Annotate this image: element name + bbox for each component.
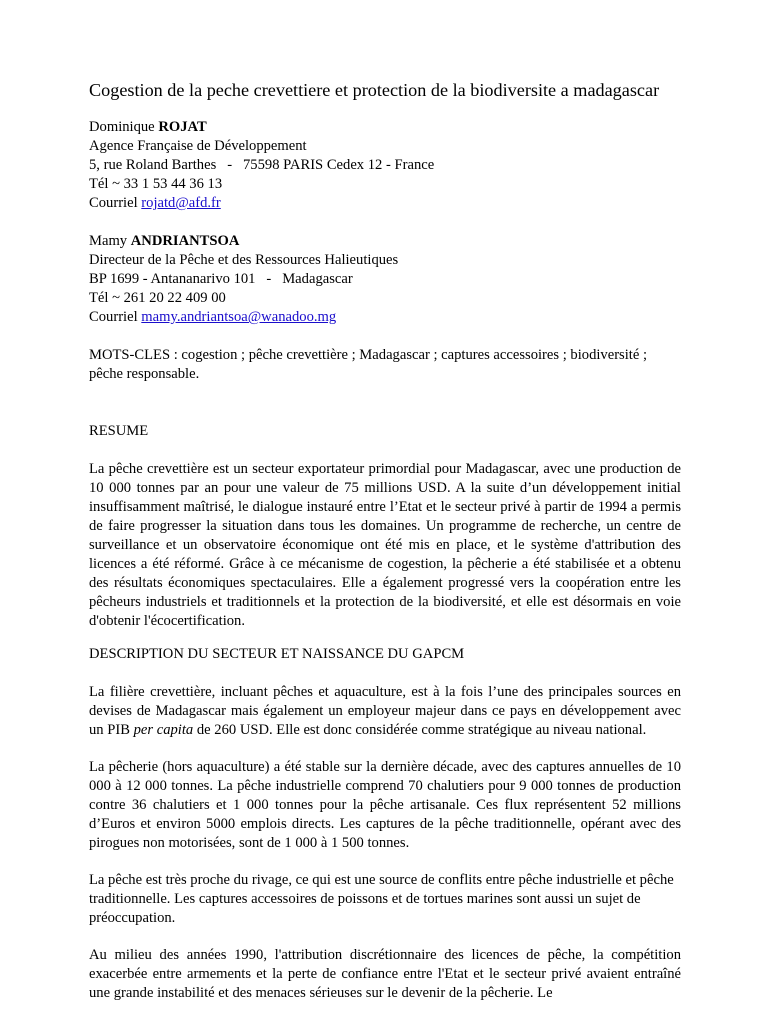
author-first-name: Dominique [89, 119, 155, 135]
author-last-name: ROJAT [158, 119, 207, 135]
document-title: Cogestion de la peche crevettiere et protection de la biodiversite a madagascar [89, 80, 660, 100]
author-last-name: ANDRIANTSOA [130, 233, 240, 249]
author-email-link[interactable]: mamy.andriantsoa@wanadoo.mg [141, 309, 337, 325]
p1-text-end: de 260 USD. Elle est donc considérée comme stratégique au niveau national. [193, 722, 647, 738]
author-name [89, 232, 681, 251]
p1-italic-term: per capita [133, 722, 194, 738]
author-phone: Tél ~ 33 1 53 44 36 13 [89, 176, 223, 192]
email-label: Courriel [89, 195, 138, 211]
document-page [89, 78, 681, 1021]
author-address: BP 1699 - Antananarivo 101 - Madagascar [89, 271, 353, 287]
author-organization: Directeur de la Pêche et des Ressources Halieutiques [89, 252, 399, 268]
author-organization: Agence Française de Développement [89, 138, 307, 154]
keywords: MOTS-CLES : cogestion ; pêche crevettière ; Madagascar ; captures accessoires ; biodiversité ; pêche responsable. [89, 347, 648, 382]
author-first-name: Mamy [89, 233, 128, 249]
author-email-link[interactable]: rojatd@afd.fr [141, 195, 221, 211]
description-heading: DESCRIPTION DU SECTEUR ET NAISSANCE DU GAPCM [89, 646, 465, 662]
author-phone: Tél ~ 261 20 22 409 00 [89, 290, 226, 306]
description-paragraph-2: La pêcherie (hors aquaculture) a été stable sur la dernière décade, avec des captures annuelles de 10 000 à 12 000 tonnes. La pêche industrielle comprend 70 chalutiers pour 9 000 tonnes de production contre 36 chalutiers et 1 000 tonnes pour la pêche artisanale. Ces flux représentent 52 millions d’Euros et environ 5000 emplois directs. Les captures de la pêche traditionnelle, opérant avec des pirogues non motorisées, sont de 1 000 à 1 500 tonnes. [89, 759, 681, 851]
description-paragraph-1 [89, 683, 681, 740]
resume-heading: RESUME [89, 423, 149, 439]
author-email-line [89, 308, 681, 327]
resume-paragraph: La pêche crevettière est un secteur exportateur primordial pour Madagascar, avec une production de 10 000 tonnes par an pour une valeur de 75 millions USD. A la suite d’un développement initial insuffisamment maîtrisé, le dialogue instauré entre l’Etat et le secteur privé à partir de 1994 a permis de faire progresser la situation dans tous les domaines. Un programme de recherche, un centre de surveillance et un observatoire économique ont été mis en place, et le système d'attribution des licences a été réformé. Grâce à ce mécanisme de cogestion, la pêcherie a été stabilisée et a obtenu des résultats économiques spectaculaires. Elle a également progressé vers la coopération entre les pêcheurs industriels et traditionnels et la protection de la biodiversité, et elle est désormais en voie d'obtenir l'écocertification. [89, 461, 681, 629]
author-name [89, 118, 681, 137]
description-paragraph-3: La pêche est très proche du rivage, ce qui est une source de conflits entre pêche industrielle et pêche traditionnelle. Les captures accessoires de poissons et de tortues marines sont aussi un sujet de préoccupation. [89, 872, 674, 926]
email-label: Courriel [89, 309, 138, 325]
author-block-2 [89, 232, 681, 327]
author-address: 5, rue Roland Barthes - 75598 PARIS Cedex 12 - France [89, 157, 435, 173]
p1-text-start: La filière crevettière, incluant pêches et aquaculture, est à la fois l’une des principales sources en devises de Madagascar mais également un employeur majeur dans ce pays en développement avec un PIB [89, 684, 681, 738]
description-paragraph-4: Au milieu des années 1990, l'attribution discrétionnaire des licences de pêche, la compétition exacerbée entre armements et la perte de confiance entre l'Etat et le secteur privé avaient entraîné une grande instabilité et des menaces sérieuses sur le devenir de la pêcherie. Le [89, 947, 681, 1001]
author-block-1 [89, 118, 681, 213]
author-email-line [89, 194, 681, 213]
